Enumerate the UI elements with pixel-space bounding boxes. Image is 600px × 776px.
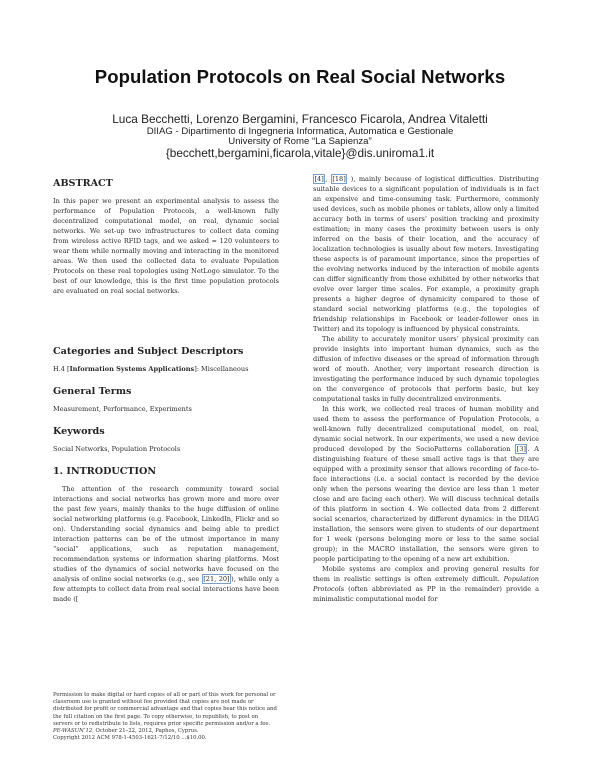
venue-name: PE-WASUN’12,: [53, 728, 94, 735]
categories-heading: Categories and Subject Descriptors: [53, 346, 244, 357]
general-terms-heading: General Terms: [53, 386, 132, 397]
abstract-heading: ABSTRACT: [53, 178, 113, 189]
general-terms-text: Measurement, Performance, Experiments: [53, 405, 192, 413]
keywords-section: [53, 426, 279, 454]
right-text-4b: (often abbreviated as PP in the remainder) provide a minimalistic computational model for: [313, 585, 539, 603]
copyright-line: Copyright 2012 ACM 978-1-4503-1621-7/12/10 ...$10.00.: [53, 735, 207, 742]
categories-section: [53, 346, 279, 374]
venue-details: October 21–22, 2012, Paphos, Cyprus.: [93, 728, 199, 735]
categories-text: [53, 364, 279, 374]
general-terms-section: [53, 386, 279, 414]
right-column: [313, 174, 539, 604]
intro-text-1: The attention of the research community toward social interactions and social networks has grown more and more over the past few years, mainly thanks to the huge diffusion of online social networking platforms (e.g. Facebook, LinkedIn, Flickr and so on). Understanding social dynamics and being able to predict interaction patterns can be of the utmost importance in many “social” applications, such as reputation management, recommendation systems or information sharing platforms. Most studies of the dynamics of social networks have focused on the analysis of online social networks (e.g., see: [53, 485, 279, 583]
affiliation-department: DIIAG - Dipartimento di Ingegneria Informatica, Automatica e Gestionale: [146, 126, 454, 137]
keywords-text: Social Networks, Population Protocols: [53, 445, 181, 453]
introduction-section: [53, 466, 279, 604]
right-text-3b: . A distinguishing feature of these small active tags is that they are equipped with a proximity sensor that allows recording of face-to-face interactions (i.e. a social contact is recorded by the device only when the persons wearing the device are less than 1 meter close and are facing each other). We will discuss technical details of this platform in section 4. We collected data from 2 different social scenarios, characterized by different dynamics: in the DIIAG installation, the sensors were given to students of our department for 1 week (persons belonging more or less to the same social group); in the MACRO installation, the sensors were given to people participating to the opening of a new art exhibition.: [313, 445, 539, 563]
categories-code: H.4 [: [53, 365, 70, 373]
right-paragraph-4: [313, 564, 539, 604]
citation-link[interactable]: [21, 20]: [203, 575, 230, 583]
abstract-text: In this paper we present an experimental analysis to assess the performance of Population Protocols, a well-known fully decentralized computational model, on real, dynamic social networks. We set-up two infrastructures to collect data coming from wireless active RFID tags, and we asked ≈ 120 volunteers to wear them while normally moving and interacting in the monitored areas. We then used the collected data to evaluate Population Protocols on these real topologies using NetLogo simulator. To the best of our knowledge, this is the first time population protocols are evaluated on real social networks.: [53, 197, 279, 295]
keywords-heading: Keywords: [53, 426, 105, 437]
right-text-4-italic: Population Protocols: [313, 575, 539, 593]
right-text-1: ), mainly because of logistical difficulties. Distributing suitable devices to a significant population of individuals is in fact an expensive and time-consuming task. Furthermore, commonly used devices, such as mobile phones or tablets, allow only a limited accuracy both in terms of users’ position tracking and proximity estimation; in many cases the proximity between users is only inferred on the basis of their location, and the accuracy of localization technologies is usually about few meters. Investigating these aspects is of paramount importance, since the properties of the evolving networks induced by the interaction of mobile agents can differ significantly from those exhibited by other networks that evolve over larger time scales. For example, a proximity graph presents a higher degree of dynamicity compared to those of standard social networking platforms (e.g., the topologies of friendship relationships in Facebook or leader-follower ones in Twitter) and its topology is influenced by physical constraints.: [313, 175, 539, 333]
right-paragraph-3: [313, 404, 539, 564]
copyright-footnote: [53, 692, 279, 742]
intro-text-2: ), while only a few attempts to collect data from real social interactions have been made ([: [53, 575, 279, 603]
citation-link[interactable]: [3]: [516, 445, 526, 453]
right-paragraph-1: [313, 174, 539, 334]
abstract-section: [53, 178, 279, 296]
right-text-3a: In this work, we collected real traces of human mobility and used them to assess the performance of Population Protocols, a well-known fully decentralized computational model, on real, dynamic social network. In our experiments, we used a new device produced developed by the SocioPatterns collaboration: [313, 405, 539, 453]
categories-bold: Information Systems Applications: [69, 365, 195, 373]
right-text-4a: Mobile systems are complex and proving general results for them in realistic settings is often extremely difficult.: [313, 565, 539, 583]
permission-text: Permission to make digital or hard copies of all or part of this work for personal or classroom use is granted without fee provided that copies are not made or distributed for profit or commercial advantage and that copies bear this notice and the full citation on the first page. To copy otherwise, to republish, to post on servers or to redistribute to lists, requires prior specific permission and/or a fee.: [53, 692, 277, 727]
categories-rest: ]: Miscellaneous: [194, 365, 249, 373]
author-emails: {becchett,bergamini,ficarola,vitale}@dis.uniroma1.it: [165, 146, 435, 160]
introduction-heading: 1. INTRODUCTION: [53, 466, 157, 477]
affiliation-university: University of Rome “La Sapienza”: [228, 136, 372, 147]
citation-link[interactable]: [4]: [314, 175, 324, 183]
author-list: Luca Becchetti, Lorenzo Bergamini, Francesco Ficarola, Andrea Vitaletti: [112, 112, 488, 126]
citation-link[interactable]: [18]: [332, 175, 346, 183]
right-paragraph-2: The ability to accurately monitor users’ physical proximity can provide insights into important human dynamics, such as the diffusion of infective diseases or the spread of information through word of mouth. Another, very important research direction is investigating the performance induced by such dynamic topologies on the convergence of protocols that perform basic, but key computational tasks in fully decentralized environments.: [313, 335, 539, 403]
introduction-paragraph: [53, 484, 279, 604]
venue-line: [53, 728, 279, 735]
paper-title: Population Protocols on Real Social Networks: [94, 66, 506, 87]
citation-separator: ,: [325, 175, 331, 183]
